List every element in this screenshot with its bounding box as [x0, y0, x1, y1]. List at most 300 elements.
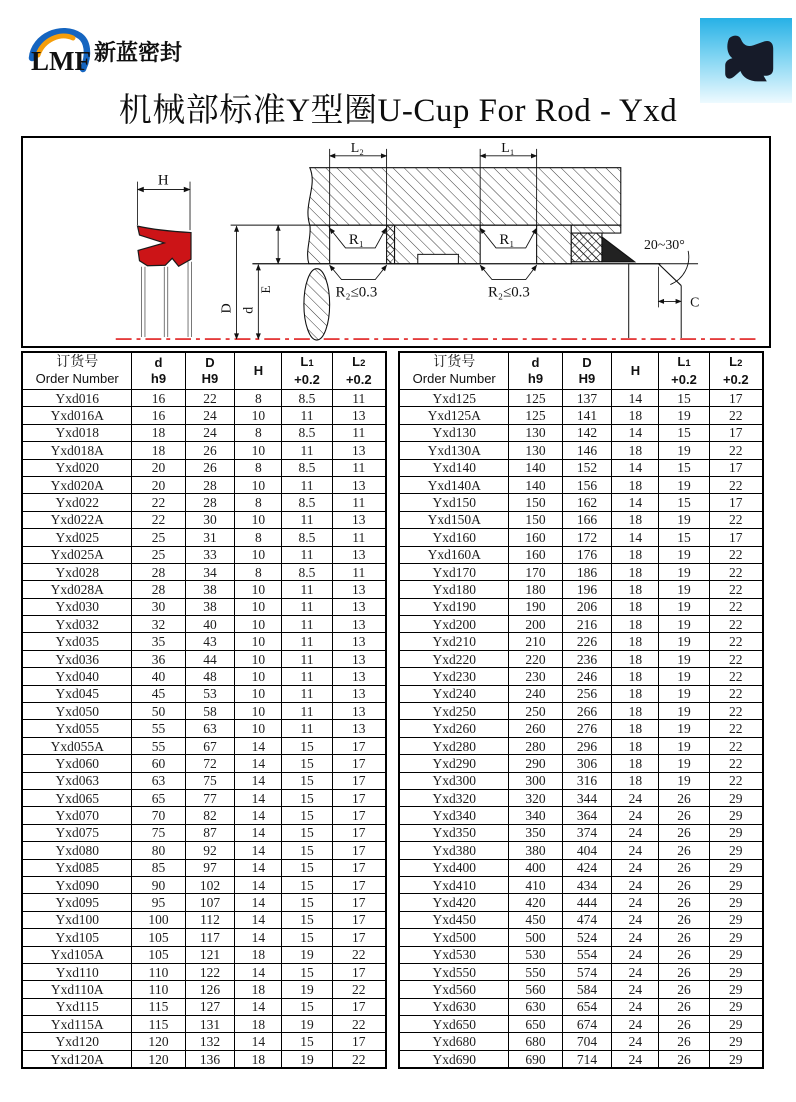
dimension-cell: 10 [235, 581, 282, 598]
dimension-cell: 11 [282, 703, 332, 720]
order-number-cell: Yxd055A [22, 737, 132, 754]
dimension-cell: 24 [612, 842, 659, 859]
dimension-cell: 44 [185, 650, 235, 667]
dimension-cell: 26 [659, 894, 709, 911]
dimension-cell: 18 [612, 511, 659, 528]
dimension-cell: 14 [612, 459, 659, 476]
spec-row [399, 494, 763, 511]
dimension-cell: 19 [659, 703, 709, 720]
dimension-cell: 80 [132, 842, 185, 859]
dimension-cell: 17 [332, 842, 386, 859]
dimension-cell: 654 [562, 998, 612, 1015]
dimension-cell: 115 [132, 1016, 185, 1033]
dimension-cell: 674 [562, 1016, 612, 1033]
dimension-cell: 29 [709, 1050, 763, 1068]
order-number-cell: Yxd410 [399, 876, 509, 893]
spec-row [399, 442, 763, 459]
dimension-cell: 50 [132, 703, 185, 720]
spec-row [399, 998, 763, 1015]
dimension-cell: 29 [709, 807, 763, 824]
order-number-cell: Yxd500 [399, 929, 509, 946]
dimension-cell: 15 [282, 998, 332, 1015]
rod-step [418, 254, 459, 263]
order-number-cell: Yxd420 [399, 894, 509, 911]
dimension-cell: 260 [509, 720, 562, 737]
spec-row [22, 789, 386, 806]
dimension-cell: 420 [509, 894, 562, 911]
dimension-cell: 22 [709, 407, 763, 424]
dimension-cell: 22 [709, 633, 763, 650]
dimension-cell: 55 [132, 737, 185, 754]
dimension-cell: 14 [235, 772, 282, 789]
dimension-cell: 17 [332, 876, 386, 893]
dimension-cell: 22 [709, 755, 763, 772]
dimension-cell: 162 [562, 494, 612, 511]
dimension-cell: 10 [235, 616, 282, 633]
dimension-cell: 15 [282, 911, 332, 928]
order-number-cell: Yxd016A [22, 407, 132, 424]
dimension-cell: 24 [612, 876, 659, 893]
dimension-cell: 136 [185, 1050, 235, 1068]
dimension-cell: 236 [562, 650, 612, 667]
angle-arc [670, 251, 688, 285]
dimension-cell: 11 [332, 563, 386, 580]
dimension-cell: 690 [509, 1050, 562, 1068]
dimension-cell: 115 [132, 998, 185, 1015]
logo-abbr: LMF [31, 46, 91, 76]
order-number-cell: Yxd110 [22, 963, 132, 980]
dimension-cell: 19 [659, 755, 709, 772]
spec-row [399, 981, 763, 998]
dimension-cell: 19 [659, 616, 709, 633]
dimension-cell: 26 [659, 1050, 709, 1068]
col-d: d h9 [509, 352, 562, 390]
spec-row [399, 789, 763, 806]
dimension-cell: 22 [709, 685, 763, 702]
dimension-cell: 150 [509, 494, 562, 511]
spec-row [22, 998, 386, 1015]
radius-r2-left-label: R₂≤0.3 [335, 284, 378, 301]
dimension-cell: 680 [509, 1033, 562, 1050]
dimension-cell: 17 [709, 459, 763, 476]
radius-r1-left-label: R₁ [348, 231, 364, 248]
dimension-cell: 36 [132, 650, 185, 667]
order-number-cell: Yxd140A [399, 476, 509, 493]
order-number-cell: Yxd105A [22, 946, 132, 963]
spec-row [22, 876, 386, 893]
dimension-cell: 17 [332, 894, 386, 911]
dimension-cell: 18 [132, 424, 185, 441]
dimension-cell: 210 [509, 633, 562, 650]
order-number-cell: Yxd063 [22, 772, 132, 789]
dimension-cell: 26 [659, 911, 709, 928]
dimension-cell: 14 [235, 929, 282, 946]
spec-row [399, 1050, 763, 1068]
dimension-cell: 18 [612, 581, 659, 598]
spec-row [399, 755, 763, 772]
dimension-cell: 40 [132, 668, 185, 685]
dimension-cell: 112 [185, 911, 235, 928]
dimension-cell: 29 [709, 859, 763, 876]
dimension-cell: 15 [659, 390, 709, 407]
dimension-cell: 25 [132, 546, 185, 563]
dimension-cell: 29 [709, 789, 763, 806]
dimension-cell: 13 [332, 650, 386, 667]
dimension-cell: 14 [235, 737, 282, 754]
dimension-cell: 10 [235, 407, 282, 424]
spec-row [22, 1050, 386, 1068]
dim-h-label: H [157, 172, 169, 189]
dimension-cell: 11 [282, 650, 332, 667]
dimension-cell: 122 [185, 963, 235, 980]
spec-row [22, 1033, 386, 1050]
dimension-cell: 17 [332, 963, 386, 980]
dimension-cell: 220 [509, 650, 562, 667]
dimension-cell: 17 [332, 824, 386, 841]
spec-row [22, 650, 386, 667]
dimension-cell: 11 [282, 633, 332, 650]
order-number-cell: Yxd290 [399, 755, 509, 772]
order-number-cell: Yxd018 [22, 424, 132, 441]
dimension-cell: 120 [132, 1033, 185, 1050]
order-number-cell: Yxd250 [399, 703, 509, 720]
logo-company-name: 新蓝密封 [94, 40, 183, 65]
dimension-cell: 29 [709, 842, 763, 859]
dimension-cell: 19 [659, 633, 709, 650]
order-number-cell: Yxd350 [399, 824, 509, 841]
dimension-cell: 29 [709, 824, 763, 841]
dimension-cell: 22 [709, 476, 763, 493]
order-number-cell: Yxd028A [22, 581, 132, 598]
spec-row [22, 824, 386, 841]
dimension-cell: 8 [235, 424, 282, 441]
order-number-cell: Yxd150 [399, 494, 509, 511]
dimension-cell: 22 [709, 546, 763, 563]
dimension-cell: 230 [509, 668, 562, 685]
spec-row [399, 1033, 763, 1050]
spec-row [399, 650, 763, 667]
order-number-cell: Yxd025 [22, 529, 132, 546]
dimension-cell: 10 [235, 685, 282, 702]
seal-shape-path [725, 36, 773, 82]
seal-cross-section-icon [700, 18, 792, 103]
seal-profile-figure [138, 182, 192, 337]
spec-row [399, 511, 763, 528]
dimension-cell: 17 [709, 494, 763, 511]
dimension-cell: 10 [235, 633, 282, 650]
dimension-cell: 18 [612, 476, 659, 493]
dimension-cell: 15 [282, 894, 332, 911]
dimension-cell: 13 [332, 442, 386, 459]
dimension-cell: 19 [659, 685, 709, 702]
header-row [22, 352, 386, 390]
col-order-number: 订货号 Order Number [399, 352, 509, 390]
dimension-cell: 22 [709, 581, 763, 598]
spec-row [22, 390, 386, 407]
housing-body [308, 168, 621, 225]
backup-ring-strip [387, 225, 395, 264]
order-number-cell: Yxd140 [399, 459, 509, 476]
order-number-cell: Yxd130A [399, 442, 509, 459]
dimension-cell: 75 [132, 824, 185, 841]
page-title: 机械部标准Y型圈U-Cup For Rod - Yxd [118, 93, 678, 129]
dimension-cell: 8 [235, 390, 282, 407]
dimension-cell: 22 [709, 442, 763, 459]
dimension-cell: 24 [612, 946, 659, 963]
dimension-cell: 26 [659, 876, 709, 893]
dimension-cell: 10 [235, 650, 282, 667]
order-number-cell: Yxd025A [22, 546, 132, 563]
order-number-cell: Yxd030 [22, 598, 132, 615]
order-number-cell: Yxd085 [22, 859, 132, 876]
dimension-cell: 714 [562, 1050, 612, 1068]
dimension-cell: 18 [612, 633, 659, 650]
spec-row [22, 442, 386, 459]
spec-row [399, 424, 763, 441]
dimension-cell: 33 [185, 546, 235, 563]
dimension-cell: 15 [282, 1033, 332, 1050]
dimension-cell: 142 [562, 424, 612, 441]
dimension-cell: 28 [185, 476, 235, 493]
dimension-cell: 14 [235, 807, 282, 824]
dimension-cell: 97 [185, 859, 235, 876]
dimension-cell: 176 [562, 546, 612, 563]
dimension-cell: 19 [659, 772, 709, 789]
dimension-cell: 16 [132, 407, 185, 424]
dimension-cell: 186 [562, 563, 612, 580]
col-D: D H9 [562, 352, 612, 390]
dimension-cell: 55 [132, 720, 185, 737]
dimension-cell: 434 [562, 876, 612, 893]
dimension-cell: 43 [185, 633, 235, 650]
dimension-cell: 26 [185, 459, 235, 476]
spec-row [399, 876, 763, 893]
order-number-cell: Yxd300 [399, 772, 509, 789]
col-H: H [612, 352, 659, 390]
dimension-cell: 22 [132, 511, 185, 528]
dimension-cell: 70 [132, 807, 185, 824]
dimension-cell: 15 [282, 824, 332, 841]
order-number-cell: Yxd032 [22, 616, 132, 633]
dimension-cell: 82 [185, 807, 235, 824]
order-number-cell: Yxd016 [22, 390, 132, 407]
order-number-cell: Yxd022 [22, 494, 132, 511]
dimension-cell: 19 [659, 546, 709, 563]
dimension-cell: 19 [282, 981, 332, 998]
spec-row [399, 598, 763, 615]
dimension-cell: 18 [612, 442, 659, 459]
spec-row [399, 581, 763, 598]
dimension-cell: 14 [235, 998, 282, 1015]
spec-row [399, 633, 763, 650]
dimension-cell: 24 [185, 424, 235, 441]
u-cup-seal-shape [138, 226, 191, 266]
dimension-cell: 18 [612, 772, 659, 789]
spec-row [399, 563, 763, 580]
dimension-cell: 11 [332, 390, 386, 407]
dimension-cell: 17 [332, 789, 386, 806]
dimension-cell: 156 [562, 476, 612, 493]
order-number-cell: Yxd095 [22, 894, 132, 911]
dimension-cell: 32 [132, 616, 185, 633]
dimension-cell: 95 [132, 894, 185, 911]
dimension-cell: 24 [612, 1033, 659, 1050]
dimension-cell: 8.5 [282, 529, 332, 546]
dimension-cell: 10 [235, 703, 282, 720]
col-d: d h9 [132, 352, 185, 390]
spec-row [22, 772, 386, 789]
spec-row [399, 842, 763, 859]
spec-row [399, 894, 763, 911]
dimension-cell: 15 [659, 459, 709, 476]
order-number-cell: Yxd060 [22, 755, 132, 772]
dimension-cell: 11 [282, 668, 332, 685]
dimension-cell: 24 [612, 789, 659, 806]
dimension-cell: 125 [509, 390, 562, 407]
dimension-cell: 18 [235, 946, 282, 963]
dimension-cell: 17 [709, 529, 763, 546]
spec-table-left [21, 351, 387, 1069]
dimension-cell: 424 [562, 859, 612, 876]
dimension-cell: 13 [332, 668, 386, 685]
dimension-cell: 14 [235, 859, 282, 876]
spec-row [22, 755, 386, 772]
dimension-cell: 35 [132, 633, 185, 650]
dimension-cell: 474 [562, 911, 612, 928]
order-number-cell: Yxd018A [22, 442, 132, 459]
dimension-cell: 48 [185, 668, 235, 685]
spec-row [399, 929, 763, 946]
spec-row [22, 737, 386, 754]
dimension-cell: 22 [185, 390, 235, 407]
dimension-cell: 8.5 [282, 390, 332, 407]
spec-row [22, 407, 386, 424]
order-number-cell: Yxd035 [22, 633, 132, 650]
dimension-cell: 13 [332, 407, 386, 424]
dimension-cell: 8.5 [282, 459, 332, 476]
dimension-cell: 22 [709, 598, 763, 615]
dimension-cell: 374 [562, 824, 612, 841]
spec-row [22, 981, 386, 998]
dimension-cell: 206 [562, 598, 612, 615]
dimension-cell: 8.5 [282, 424, 332, 441]
spec-row [22, 929, 386, 946]
dimension-cell: 24 [612, 911, 659, 928]
order-number-cell: Yxd100 [22, 911, 132, 928]
dimension-cell: 350 [509, 824, 562, 841]
dimension-cell: 38 [185, 581, 235, 598]
order-number-cell: Yxd340 [399, 807, 509, 824]
order-number-cell: Yxd120 [22, 1033, 132, 1050]
dimension-cell: 380 [509, 842, 562, 859]
dimension-cell: 500 [509, 929, 562, 946]
dimension-cell: 11 [282, 511, 332, 528]
spec-row [399, 807, 763, 824]
dimension-cell: 13 [332, 581, 386, 598]
technical-drawing [21, 136, 771, 348]
dimension-cell: 137 [562, 390, 612, 407]
order-number-cell: Yxd200 [399, 616, 509, 633]
spec-row [399, 737, 763, 754]
dimension-cell: 30 [185, 511, 235, 528]
dimension-cell: 102 [185, 876, 235, 893]
spec-table-right [398, 351, 764, 1069]
order-number-cell: Yxd065 [22, 789, 132, 806]
dimension-cell: 24 [612, 1016, 659, 1033]
dimension-cell: 11 [282, 720, 332, 737]
dimension-cell: 444 [562, 894, 612, 911]
order-number-cell: Yxd105 [22, 929, 132, 946]
dimension-cell: 8 [235, 459, 282, 476]
order-number-cell: Yxd230 [399, 668, 509, 685]
dimension-cell: 11 [332, 424, 386, 441]
dimension-cell: 15 [282, 876, 332, 893]
dimension-cell: 131 [185, 1016, 235, 1033]
dimension-cell: 364 [562, 807, 612, 824]
dimension-cell: 24 [612, 929, 659, 946]
dimension-cell: 11 [332, 494, 386, 511]
spec-row [399, 546, 763, 563]
dimension-cell: 140 [509, 459, 562, 476]
dimension-cell: 11 [282, 546, 332, 563]
spec-row [22, 842, 386, 859]
dimension-cell: 410 [509, 876, 562, 893]
order-number-cell: Yxd170 [399, 563, 509, 580]
dimension-cell: 450 [509, 911, 562, 928]
spec-row [22, 494, 386, 511]
dimension-cell: 26 [659, 981, 709, 998]
dimension-cell: 22 [332, 1016, 386, 1033]
dimension-cell: 29 [709, 876, 763, 893]
dimension-cell: 87 [185, 824, 235, 841]
dimension-cell: 172 [562, 529, 612, 546]
gland-drawing-svg [23, 138, 768, 342]
dimension-cell: 344 [562, 789, 612, 806]
dimension-cell: 22 [709, 616, 763, 633]
dimension-cell: 29 [709, 981, 763, 998]
dimension-cell: 29 [709, 946, 763, 963]
order-number-cell: Yxd040 [22, 668, 132, 685]
spec-row [399, 459, 763, 476]
spec-row [399, 772, 763, 789]
dimension-cell: 24 [612, 1050, 659, 1068]
radius-r1-right-label: R₁ [499, 231, 515, 248]
order-number-cell: Yxd260 [399, 720, 509, 737]
spec-row [22, 529, 386, 546]
spec-row [399, 824, 763, 841]
dimension-cell: 24 [612, 824, 659, 841]
dimension-cell: 26 [659, 824, 709, 841]
dimension-cell: 200 [509, 616, 562, 633]
dimension-cell: 574 [562, 963, 612, 980]
dimension-cell: 26 [659, 963, 709, 980]
order-number-cell: Yxd120A [22, 1050, 132, 1068]
dimension-cell: 53 [185, 685, 235, 702]
order-number-cell: Yxd680 [399, 1033, 509, 1050]
order-number-cell: Yxd028 [22, 563, 132, 580]
dimension-cell: 105 [132, 929, 185, 946]
col-L1: L1 +0.2 [282, 352, 332, 390]
dimension-cell: 26 [659, 859, 709, 876]
dimension-cell: 584 [562, 981, 612, 998]
dimension-cell: 8.5 [282, 563, 332, 580]
dimension-cell: 29 [709, 911, 763, 928]
spec-row [22, 459, 386, 476]
dimension-cell: 22 [709, 650, 763, 667]
dimension-cell: 10 [235, 476, 282, 493]
order-number-cell: Yxd210 [399, 633, 509, 650]
spec-row [399, 685, 763, 702]
